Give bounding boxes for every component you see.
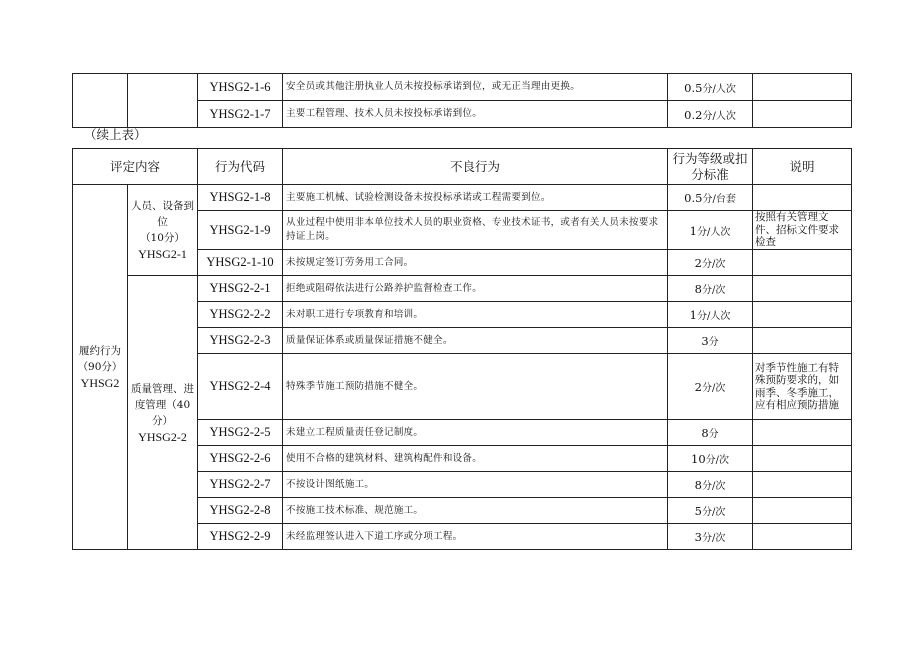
behavior-code: YHSG2-1-6 <box>198 74 283 101</box>
deduction-standard: 1分/人次 <box>668 302 753 328</box>
behavior-code: YHSG2-2-9 <box>198 524 283 550</box>
header-content: 评定内容 <box>73 149 198 185</box>
note-cell <box>753 472 852 498</box>
deduction-standard: 8分/次 <box>668 276 753 302</box>
deduction-standard: 3分 <box>668 328 753 354</box>
behavior-text: 主要施工机械、试验检测设备未按投标承诺或工程需要到位。 <box>283 185 668 211</box>
note-cell <box>753 276 852 302</box>
deduction-standard: 8分 <box>668 420 753 446</box>
behavior-code: YHSG2-2-4 <box>198 354 283 420</box>
behavior-text: 不按施工技术标准、规范施工。 <box>283 498 668 524</box>
behavior-text: 质量保证体系或质量保证措施不健全。 <box>283 328 668 354</box>
behavior-code: YHSG2-2-1 <box>198 276 283 302</box>
empty-cell <box>128 74 198 128</box>
behavior-code: YHSG2-1-8 <box>198 185 283 211</box>
behavior-text: 未经监理签认进入下道工序或分项工程。 <box>283 524 668 550</box>
header-behavior: 不良行为 <box>283 149 668 185</box>
behavior-text: 不按设计图纸施工。 <box>283 472 668 498</box>
category-cell: 履约行为 （90分） YHSG2 <box>73 185 128 550</box>
header-row <box>73 149 852 185</box>
behavior-text: 未对职工进行专项教育和培训。 <box>283 302 668 328</box>
deduction-standard: 3分/次 <box>668 524 753 550</box>
header-standard: 行为等级或扣分标准 <box>668 149 753 185</box>
behavior-text: 未建立工程质量责任登记制度。 <box>283 420 668 446</box>
note-cell: 按照有关管理文件、招标文件要求检查 <box>753 211 852 250</box>
behavior-text: 使用不合格的建筑材料、建筑构配件和设备。 <box>283 446 668 472</box>
note-cell <box>753 420 852 446</box>
deduction-standard: 2分/次 <box>668 250 753 276</box>
note-cell <box>753 185 852 211</box>
note-cell <box>753 328 852 354</box>
continued-label: （续上表） <box>84 127 147 142</box>
deduction-standard: 10分/次 <box>668 446 753 472</box>
behavior-text: 拒绝或阻碍依法进行公路养护监督检查工作。 <box>283 276 668 302</box>
behavior-text: 安全员或其他注册执业人员未按投标承诺到位，或无正当理由更换。 <box>283 74 668 101</box>
deduction-standard: 1分/人次 <box>668 211 753 250</box>
table-row <box>73 74 852 101</box>
note-cell <box>753 250 852 276</box>
note-cell <box>753 446 852 472</box>
note-cell <box>753 498 852 524</box>
behavior-code: YHSG2-2-7 <box>198 472 283 498</box>
deduction-standard: 8分/次 <box>668 472 753 498</box>
empty-cell <box>73 74 128 128</box>
note-cell <box>753 524 852 550</box>
header-code: 行为代码 <box>198 149 283 185</box>
behavior-code: YHSG2-2-3 <box>198 328 283 354</box>
deduction-standard: 5分/次 <box>668 498 753 524</box>
behavior-text: 从业过程中使用非本单位技术人员的职业资格、专业技术证书，或者有关人员未按要求持证上岗。 <box>283 211 668 250</box>
subcategory-quality: 质量管理、进度管理（40分） YHSG2-2 <box>128 276 198 550</box>
behavior-code: YHSG2-2-5 <box>198 420 283 446</box>
behavior-text: 主要工程管理、技术人员未按投标承诺到位。 <box>283 101 668 128</box>
note-cell: 对季节性施工有特殊预防要求的，如雨季、冬季施工，应有相应预防措施 <box>753 354 852 420</box>
deduction-standard: 0.2分/人次 <box>668 101 753 128</box>
deduction-standard: 2分/次 <box>668 354 753 420</box>
behavior-code: YHSG2-2-8 <box>198 498 283 524</box>
behavior-code: YHSG2-2-2 <box>198 302 283 328</box>
note-cell <box>753 101 852 128</box>
behavior-code: YHSG2-2-6 <box>198 446 283 472</box>
note-cell <box>753 302 852 328</box>
main-table <box>72 148 852 550</box>
behavior-text: 未按规定签订劳务用工合同。 <box>283 250 668 276</box>
behavior-text: 特殊季节施工预防措施不健全。 <box>283 354 668 420</box>
behavior-code: YHSG2-1-10 <box>198 250 283 276</box>
table-row <box>73 276 852 302</box>
note-cell <box>753 74 852 101</box>
table-row <box>73 185 852 211</box>
subcategory-personnel: 人员、设备到位 （10分） YHSG2-1 <box>128 185 198 276</box>
top-table <box>72 73 852 128</box>
behavior-code: YHSG2-1-7 <box>198 101 283 128</box>
behavior-code: YHSG2-1-9 <box>198 211 283 250</box>
header-note: 说明 <box>753 149 852 185</box>
deduction-standard: 0.5分/台套 <box>668 185 753 211</box>
deduction-standard: 0.5分/人次 <box>668 74 753 101</box>
